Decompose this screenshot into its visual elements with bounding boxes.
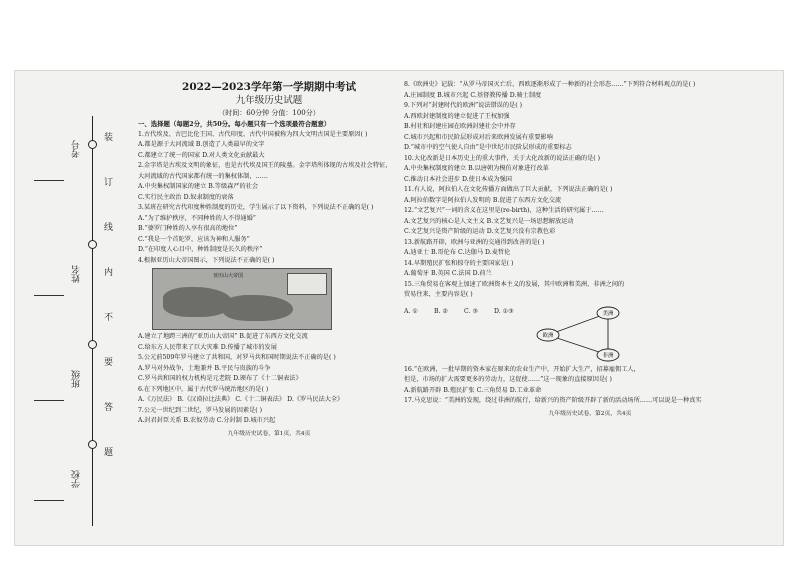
page-footer: 九年级历史试卷，第2页，共4页	[548, 410, 632, 417]
question-line: A.中央集权制度的建立 B.以唐朝为模仿对象进行改革	[404, 165, 549, 172]
question-line: C.推动日本社会进步 D.使日本成为强国	[404, 175, 512, 183]
seal-char: 不	[104, 313, 114, 323]
map-legend	[287, 273, 327, 295]
question-line: B.村社和封建庄园在欧洲封建社会中并存	[404, 123, 516, 130]
question-line: A.迪亚士 B.哥伦布 C.达伽马 D.麦哲伦	[404, 249, 511, 256]
alexander-empire-map	[152, 268, 332, 330]
question-line: 贸易往来，主要内容是( )	[404, 291, 473, 298]
binding-hole-icon	[88, 440, 97, 449]
question-line: A.中央集权制国家的建立 B.等级森严的社会	[138, 183, 259, 190]
question-line: 1.古代埃及、古巴比伦王国、古代印度、古代中国被称为四大文明古国是主要原因( )	[138, 130, 368, 138]
question-line: 10.大化改新是日本历史上的重大事件，关于大化改新的说法正确的是( )	[404, 154, 601, 162]
question-line: 15.三角贸易在客观上加速了欧洲资本主义的发展，其中欧洲和美洲、非洲之间的	[404, 280, 625, 288]
binding-hole-icon	[88, 240, 97, 249]
map-land-shape	[223, 295, 293, 321]
question-line: B.“婆罗门种姓的人享有很高的地位”	[138, 225, 238, 232]
seal-char: 题	[104, 448, 114, 458]
question-line: C.罗马共和国的权力机构是元老院 D.颁布了《十二铜表法》	[138, 375, 302, 382]
page-footer: 九年级历史试卷，第1页，共4页	[227, 430, 311, 437]
question-list	[404, 365, 776, 407]
node-label: 美洲	[602, 310, 614, 317]
question-line: 9.下列对“封建时代的欧洲”说法错误的是( )	[404, 102, 523, 109]
question-list	[404, 80, 776, 301]
option[interactable]: B. ②	[434, 307, 449, 315]
field-underline[interactable]	[34, 500, 64, 501]
trade-triangle-svg	[534, 303, 624, 363]
field-label-school: 学校	[72, 470, 82, 488]
question-line: 8.《欧洲史》记载：“从罗马帝国灭亡后，西欧逐渐形成了一种新的社会形态……”下列符合材料观点的是( )	[404, 81, 696, 88]
question-line: 3.某班在研究古代印度种姓制度的历史，学生展示了以下资料，下列说法不正确的是( )	[138, 204, 374, 211]
question-line: 2.金字塔是古埃及文明的象征，也是古代埃及国王的陵墓。金字塔所体现的古埃及社会特征，	[138, 162, 392, 169]
question-line: A.葡萄牙 B.英国 C.法国 D.荷兰	[404, 270, 492, 277]
seal-char: 内	[104, 268, 114, 278]
seal-char: 装	[104, 133, 114, 143]
question-line: A.庄园制度 B.城市兴起 C.基督教传播 D.骑士制度	[404, 91, 542, 99]
question-line: A.建立了地跨三洲的“亚历山大帝国” B.促进了东西方文化交流	[138, 333, 308, 340]
field-underline[interactable]	[34, 180, 64, 181]
question-line: C.城市兴起和市民阶层形成对后来欧洲发展有重要影响	[404, 133, 553, 141]
binding-gutter	[14, 70, 132, 546]
question-line: C.都建立了统一的国家 D.对人类文化贡献最大	[138, 151, 265, 159]
question-line: 大河流域的古代国家都有统一的集权体制，……	[138, 172, 268, 180]
question-line: C.文艺复兴是资产阶级的运动 D.文艺复兴没有宗教色彩	[404, 228, 556, 235]
question-line: D.“在印度人心目中，种姓制度是长久的秩序”	[138, 246, 263, 253]
question-line: A.西欧封建制度的建立促进了王权加强	[404, 112, 510, 120]
right-column	[404, 80, 776, 419]
question-list	[138, 332, 400, 427]
question-line: 5.公元前509年罗马建立了共和国，对罗马共和国时期说法不正确的是( )	[138, 354, 336, 361]
binding-hole-icon	[88, 340, 97, 349]
field-label-exam-number: 考号	[72, 140, 82, 158]
question-line: C.实行民主政治 D.奴隶制度的衰落	[138, 193, 234, 201]
question-line: 16.“在欧洲，一批早期的资本家在原来的农业生产中，开始扩大生产，招募雇佣工人，	[404, 365, 640, 373]
field-underline[interactable]	[34, 400, 64, 401]
option[interactable]: C. ③	[464, 307, 478, 315]
exam-subtitle: 九年级历史试题	[235, 95, 303, 106]
question-line: 但是，市场的扩大需要更多的劳动力，这促使……”这一现象的直接原因是( )	[404, 376, 612, 383]
exam-title: 2022—2023学年第一学期期中考试	[182, 81, 356, 93]
map-title: 亚历山大帝国	[213, 273, 244, 279]
node-label: 非洲	[602, 352, 614, 359]
question-line: C.给东方人民带来了巨大灾难 D.传播了城市的发展	[138, 343, 277, 351]
left-column	[138, 80, 400, 439]
seal-char: 订	[104, 178, 114, 188]
seal-char: 答	[104, 403, 114, 413]
field-underline[interactable]	[34, 295, 64, 296]
question-line: 4.根据亚历山大帝国图示，下列说法不正确的是( )	[138, 256, 275, 264]
question-line: 12.“文艺复兴”一词的含义在这里是(re-birth)，这种生活的研究属于……	[404, 207, 604, 214]
question-line: 17.马克思说：“美洲的发现，绕过非洲的航行，给新兴的资产阶级开辟了新的活动场所……可以说是一种真实	[404, 397, 702, 404]
question-line: 14.早期殖民扩张和掠夺的主要国家是( )	[404, 259, 514, 267]
question-line: A.“为了维护秩序，不同种姓的人不得通婚”	[138, 214, 256, 222]
seal-char: 线	[104, 223, 114, 233]
binding-hole-icon	[88, 140, 97, 149]
section-heading: 一、选择题（每题2分，共50分。每小题只有一个选项最符合题意）	[138, 120, 331, 128]
field-label-name: 姓名	[72, 265, 82, 283]
question-line: A.阿拉伯数字是阿拉伯人发明的 B.促进了东西方文化交流	[404, 196, 562, 204]
exam-meta: （时间：60分钟 分值：100分）	[218, 109, 320, 117]
question-line: A.封君封臣关系 B.农奴劳动 C.分封制 D.城市兴起	[138, 417, 276, 424]
option[interactable]: D. ①③	[494, 307, 514, 315]
question-list	[138, 130, 400, 267]
question-line: C.“我是一个首陀罗，应该为神和人服务”	[138, 235, 250, 243]
question-line: A.新航路开辟 B.殖民扩张 C.三角贸易 D.工业革命	[404, 386, 542, 394]
question-15-options	[404, 307, 524, 318]
question-line: 6.在下列地区中，属于古代罗马统治地区的是( )	[138, 385, 269, 393]
binding-line	[92, 116, 93, 526]
question-line: 13.新航路开辟，欧洲与亚洲的交通得到改善的是( )	[404, 238, 545, 246]
triangle-trade-diagram	[404, 303, 776, 363]
option[interactable]: A. ①	[404, 307, 418, 315]
question-line: A.罗马对外战争，土地兼并 B.平民与贵族的斗争	[138, 364, 271, 372]
field-label-class: 班级	[72, 370, 82, 388]
question-line: A.《万民法》 B.《汉谟拉比法典》 C.《十二铜表法》 D.《罗马民法大全》	[138, 396, 344, 403]
seal-char: 要	[104, 358, 114, 368]
question-line: 7.公元一世纪到二世纪，罗马发展的因素是( )	[138, 406, 263, 414]
question-line: 11.有人说，阿拉伯人在文化传播方面做出了巨大贡献，下列说法正确的是( )	[404, 186, 613, 193]
question-line: A.文艺复兴的核心是人文主义 B.文艺复兴是一场思想解放运动	[404, 217, 574, 225]
question-line: D.“城市中的空气使人自由”是中世纪市民阶层形成的重要标志	[404, 144, 572, 151]
node-label: 欧洲	[542, 332, 554, 339]
question-line: A.都是源于大河流域 B.创造了人类最早的文字	[138, 141, 265, 148]
